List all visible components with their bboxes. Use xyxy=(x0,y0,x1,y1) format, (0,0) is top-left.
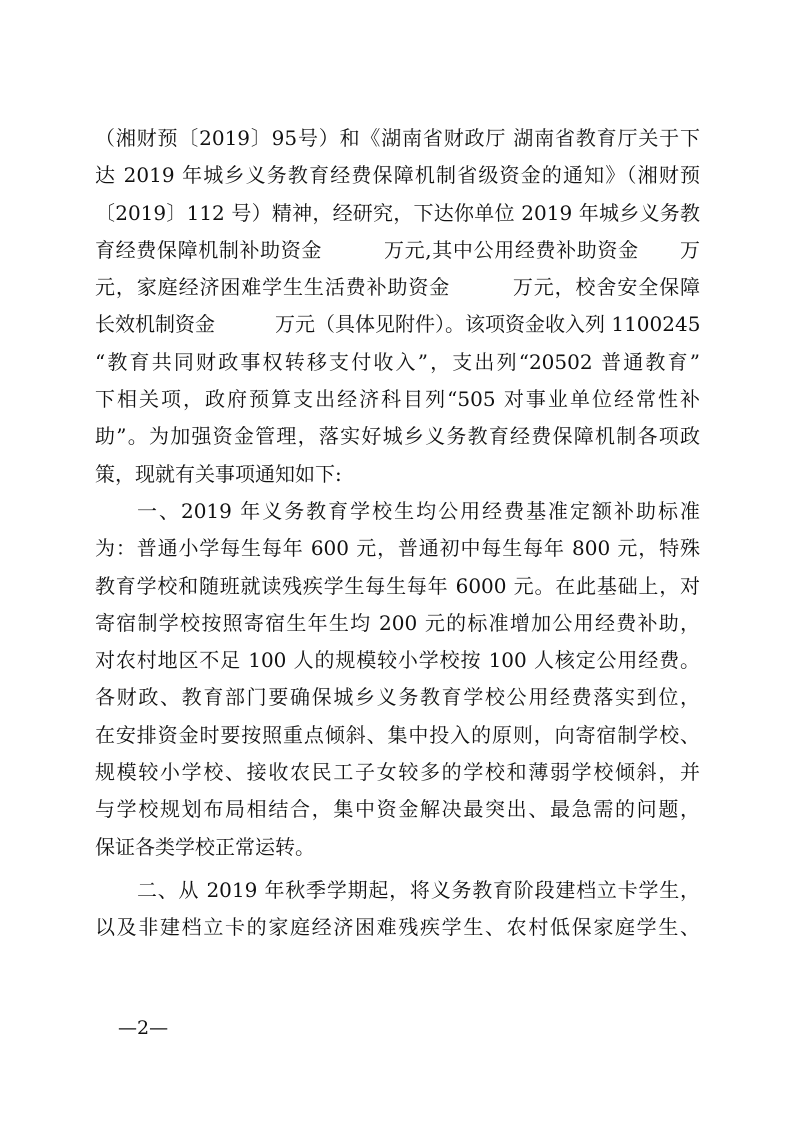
text-line: （湘财预〔2019〕95号）和《湖南省财政厅 湖南省教育厅关于下 xyxy=(95,126,700,150)
text-line: 元，家庭经济困难学生生活费补助资金 万元，校舍安全保障 xyxy=(95,275,700,300)
text-line: 策，现就有关事项通知如下: xyxy=(95,461,342,486)
text-line: 为：普通小学每生每年 600 元，普通初中每生每年 800 元，特殊 xyxy=(95,536,700,561)
text-line: 长效机制资金 万元（具体见附件）。该项资金收入列 1100245 xyxy=(95,312,700,337)
text-line: 各财政、教育部门要确保城乡义务教育学校公用经费落实到位， xyxy=(95,685,700,710)
text-line: 保证各类学校正常运转。 xyxy=(95,834,315,859)
paragraph-3 xyxy=(95,872,700,947)
text-line: 一、2019 年义务教育学校生均公用经费基准定额补助标准 xyxy=(137,498,700,523)
text-line: 在安排资金时要按照重点倾斜、集中投入的原则，向寄宿制学校、 xyxy=(95,722,700,747)
text-line: 〔2019〕112 号）精神，经研究，下达你单位 2019 年城乡义务教 xyxy=(95,200,700,225)
text-line: 以及非建档立卡的家庭经济困难残疾学生、农村低保家庭学生、 xyxy=(95,915,700,940)
text-line: 与学校规划布局相结合，集中资金解决最突出、最急需的问题， xyxy=(95,797,700,822)
page-number: —2— xyxy=(118,1017,169,1039)
text-line: 育经费保障机制补助资金 万元,其中公用经费补助资金 万 xyxy=(95,237,700,262)
text-line: 二、从 2019 年秋季学期起，将义务教育阶段建档立卡学生， xyxy=(137,877,700,902)
document-body xyxy=(95,120,700,947)
text-line: 规模较小学校、接收农民工子女较多的学校和薄弱学校倾斜，并 xyxy=(95,760,700,785)
paragraph-2 xyxy=(95,493,700,866)
text-line: 教育学校和随班就读残疾学生每生每年 6000 元。在此基础上，对 xyxy=(95,573,700,598)
paragraph-1 xyxy=(95,120,700,493)
text-line: 寄宿制学校按照寄宿生年生均 200 元的标准增加公用经费补助， xyxy=(95,610,700,635)
text-line: 对农村地区不足 100 人的规模较小学校按 100 人核定公用经费。 xyxy=(95,648,700,673)
text-line: 达 2019 年城乡义务教育经费保障机制省级资金的通知》（湘财预 xyxy=(95,163,700,188)
text-line: 助”。为加强资金管理，落实好城乡义务教育经费保障机制各项政 xyxy=(95,424,700,449)
text-line: 下相关项，政府预算支出经济科目列“505 对事业单位经常性补 xyxy=(95,387,700,412)
text-line: “教育共同财政事权转移支付收入”，支出列“20502 普通教育” xyxy=(95,349,700,374)
